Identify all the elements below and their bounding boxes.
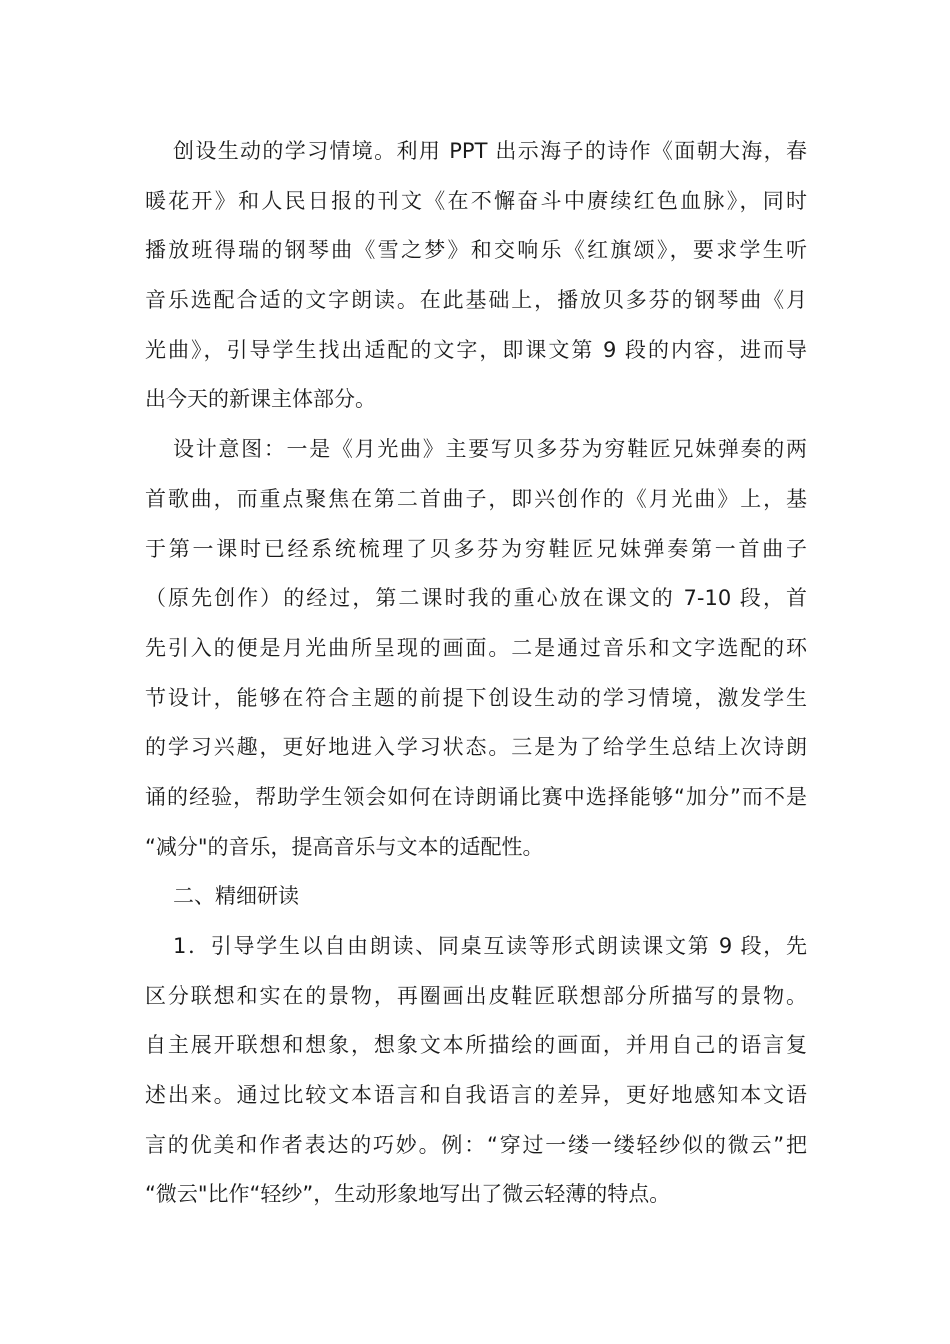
text-line: 述出来。通过比较文本语言和自我语言的差异，更好地感知本文语 bbox=[145, 1083, 807, 1108]
text-line: 言的优美和作者表达的巧妙。例：“穿过一缕一缕轻纱似的微云”把 bbox=[145, 1132, 807, 1157]
paragraph-intro bbox=[145, 127, 807, 425]
text-line: “减分"的音乐，提高音乐与文本的适配性。 bbox=[145, 834, 544, 859]
document-page bbox=[145, 127, 807, 1220]
text-line: 于第一课时已经系统梳理了贝多芬为穷鞋匠兄妹弹奏第一首曲子 bbox=[145, 536, 807, 561]
text-line: 音乐选配合适的文字朗读。在此基础上，播放贝多芬的钢琴曲《月 bbox=[145, 288, 807, 313]
text-line: 暖花开》和人民日报的刊文《在不懈奋斗中赓续红色血脉》，同时 bbox=[145, 188, 807, 213]
text-line: 光曲》，引导学生找出适配的文字，即课文第 9 段的内容，进而导 bbox=[145, 337, 807, 362]
text-line: 1．引导学生以自由朗读、同桌互读等形式朗读课文第 9 段，先 bbox=[173, 934, 807, 958]
text-line: 的学习兴趣，更好地进入学习状态。三是为了给学生总结上次诗朗 bbox=[145, 735, 807, 760]
text-line: 节设计，能够在符合主题的前提下创设生动的学习情境，激发学生 bbox=[145, 685, 807, 710]
text-line: “微云"比作“轻纱”，生动形象地写出了微云轻薄的特点。 bbox=[145, 1182, 671, 1207]
paragraph-step-1 bbox=[145, 922, 807, 1220]
text-line: 先引入的便是月光曲所呈现的画面。二是通过音乐和文字选配的环 bbox=[145, 635, 807, 660]
text-line: 设计意图：一是《月光曲》主要写贝多芬为穷鞋匠兄妹弹奏的两 bbox=[173, 437, 807, 462]
text-line: 播放班得瑞的钢琴曲《雪之梦》和交响乐《红旗颂》，要求学生听 bbox=[145, 238, 807, 263]
text-line: 区分联想和实在的景物，再圈画出皮鞋匠联想部分所描写的景物。 bbox=[145, 983, 807, 1008]
text-line: 诵的经验，帮助学生领会如何在诗朗诵比赛中选择能够“加分”而不是 bbox=[145, 784, 807, 809]
paragraph-design-intent bbox=[145, 425, 807, 872]
text-line: （原先创作）的经过，第二课时我的重心放在课文的 7-10 段，首 bbox=[145, 586, 807, 611]
text-line: 创设生动的学习情境。利用 PPT 出示海子的诗作《面朝大海，春 bbox=[173, 139, 807, 163]
text-line: 首歌曲，而重点聚焦在第二首曲子，即兴创作的《月光曲》上，基 bbox=[145, 486, 807, 511]
text-line: 出今天的新课主体部分。 bbox=[145, 387, 376, 412]
section-heading bbox=[145, 872, 807, 922]
text-line: 自主展开联想和想象，想象文本所描绘的画面，并用自己的语言复 bbox=[145, 1033, 807, 1058]
section-heading-text: 二、精细研读 bbox=[173, 884, 299, 909]
